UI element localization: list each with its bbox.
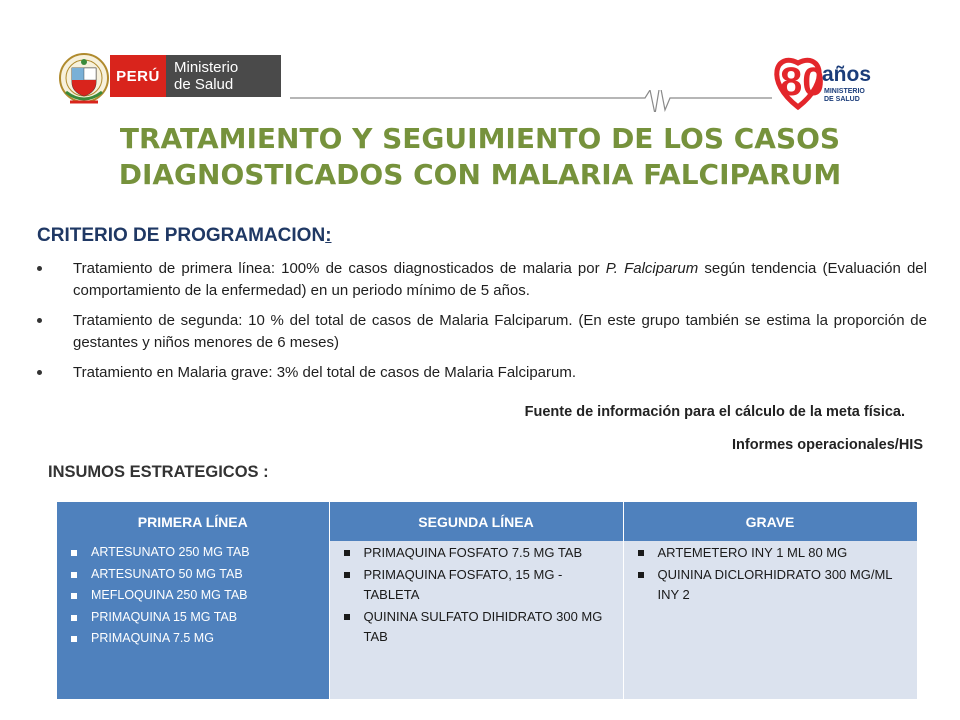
table-cell-segunda [329, 541, 623, 699]
criteria-item-1-pre: Tratamiento de primera línea: 100% de casos diagnosticados de malaria por [73, 260, 606, 277]
insumos-table [57, 502, 918, 699]
primera-item: PRIMAQUINA 7.5 MG [91, 631, 214, 645]
square-bullet-icon [71, 550, 77, 556]
primera-list [65, 543, 323, 649]
table-header-grave: GRAVE [623, 502, 917, 541]
segunda-item: QUININA SULFATO DIHIDRATO 300 MG TAB [363, 609, 603, 644]
list-item [37, 362, 927, 384]
anniversary-word: años [822, 63, 872, 86]
grave-item: ARTEMETERO INY 1 ML 80 MG [657, 545, 848, 560]
list-item [338, 607, 617, 647]
square-bullet-icon [344, 550, 350, 556]
list-item [37, 310, 927, 354]
list-item [65, 543, 323, 563]
list-item [632, 543, 911, 563]
insumos-heading: INSUMOS ESTRATEGICOS : [48, 463, 269, 481]
segunda-item: PRIMAQUINA FOSFATO 7.5 MG TAB [363, 545, 583, 560]
primera-item: ARTESUNATO 50 MG TAB [91, 566, 243, 581]
table-row [57, 541, 917, 699]
ministry-badge [166, 55, 281, 97]
criteria-list [37, 258, 927, 392]
anniversary-subtitle [824, 88, 894, 103]
list-item [65, 608, 323, 628]
list-item [338, 565, 617, 605]
table-header-primera: PRIMERA LÍNEA [57, 502, 329, 541]
list-item [65, 565, 323, 585]
peru-badge: PERÚ [110, 55, 166, 97]
anniversary-sub-line1: MINISTERIO [824, 88, 865, 95]
grave-item: QUININA DICLORHIDRATO 300 MG/ML INY 2 [657, 567, 893, 602]
criteria-item-1-post: según tendencia (Evaluación del comportamiento de la enfermedad) en un periodo mínimo de 5 años. [73, 260, 927, 299]
page-title [0, 121, 960, 193]
list-item [338, 543, 617, 563]
bullet-icon [37, 318, 42, 323]
source-line1: Fuente de información para el cálculo de la meta física. [524, 404, 905, 420]
segunda-list [338, 543, 617, 647]
criteria-heading-text: CRITERIO DE PROGRAMACION [37, 225, 326, 246]
primera-item: ARTESUNATO 250 MG TAB [91, 545, 250, 559]
source-line2: Informes operacionales/HIS [732, 437, 923, 453]
square-bullet-icon [344, 614, 350, 620]
heartbeat-line-icon [290, 90, 772, 112]
list-item [632, 565, 911, 605]
title-line2: DIAGNOSTICADOS CON MALARIA FALCIPARUM [118, 158, 842, 191]
anniversary-sub-line2: DE SALUD [824, 95, 860, 103]
square-bullet-icon [638, 550, 644, 556]
square-bullet-icon [638, 572, 644, 578]
bullet-icon [37, 370, 42, 375]
table-header-segunda: SEGUNDA LÍNEA [329, 502, 623, 541]
table-header-row [57, 502, 917, 541]
ministry-badge-line1: Ministerio [174, 59, 239, 76]
list-item [65, 586, 323, 606]
peru-coat-of-arms-icon [58, 52, 110, 110]
square-bullet-icon [71, 615, 77, 621]
anniversary-number: 80 [780, 60, 825, 104]
square-bullet-icon [71, 572, 77, 578]
criteria-item-2: Tratamiento de segunda: 10 % del total de casos de Malaria Falciparum. (En este grupo también se estima la proporción de gestantes y niños menores de 6 meses) [73, 312, 927, 351]
primera-item: PRIMAQUINA 15 MG TAB [91, 609, 238, 624]
criteria-heading [37, 225, 332, 247]
square-bullet-icon [344, 572, 350, 578]
square-bullet-icon [71, 636, 77, 642]
criteria-heading-colon: : [325, 225, 332, 246]
grave-list [632, 543, 911, 605]
table-cell-primera [57, 541, 329, 699]
criteria-item-3: Tratamiento en Malaria grave: 3% del total de casos de Malaria Falciparum. [73, 364, 577, 381]
bullet-icon [37, 266, 42, 271]
segunda-item: PRIMAQUINA FOSFATO, 15 MG - TABLETA [363, 567, 563, 602]
list-item [37, 258, 927, 302]
title-line1: TRATAMIENTO Y SEGUIMIENTO DE LOS CASOS [119, 122, 841, 155]
primera-item: MEFLOQUINA 250 MG TAB [91, 588, 248, 602]
square-bullet-icon [71, 593, 77, 599]
header [0, 0, 960, 120]
ministry-badge-line2: de Salud [174, 76, 234, 93]
criteria-item-1-italic: P. Falciparum [605, 260, 699, 277]
table-cell-grave [623, 541, 917, 699]
list-item [65, 629, 323, 649]
